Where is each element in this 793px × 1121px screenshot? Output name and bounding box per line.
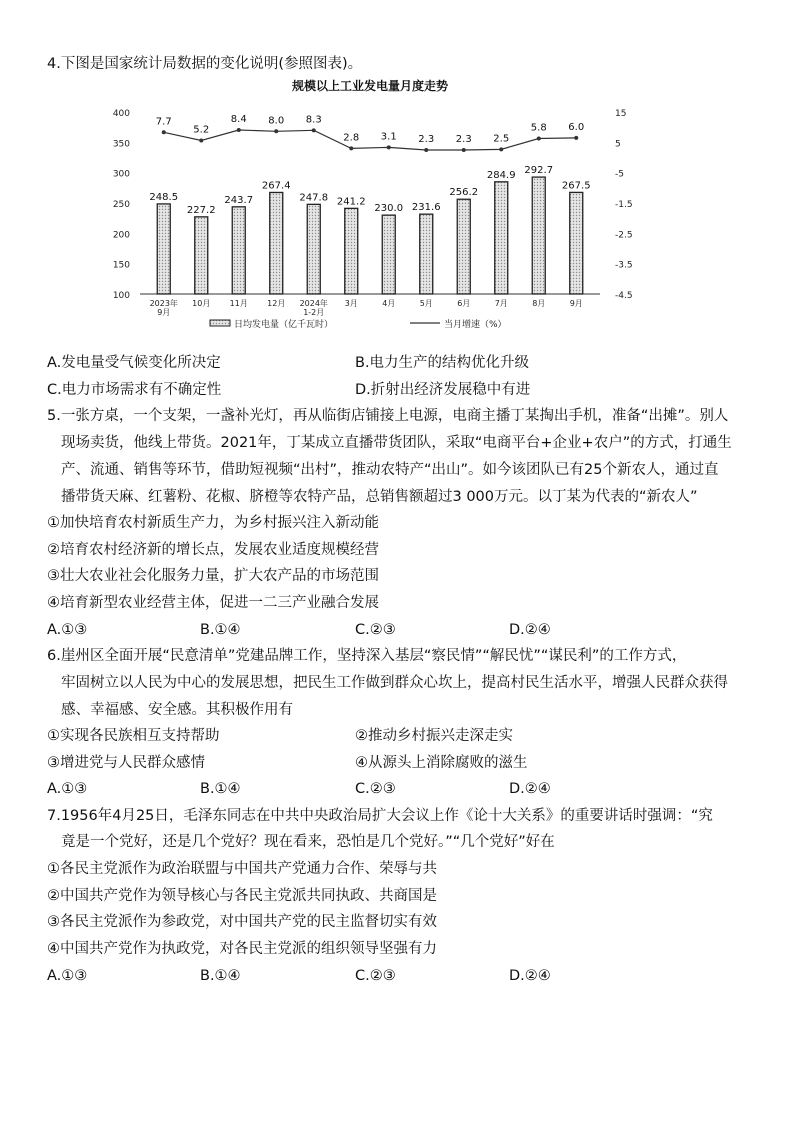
q6-option-a: A.①③ [47, 781, 88, 797]
q4-option-a: A.发电量受气候变化所决定 [47, 355, 221, 371]
q7-item: ②中国共产党作为领导核心与各民主党派共同执政、共商国是 [47, 888, 437, 904]
q6-option-c: C.②③ [355, 781, 396, 797]
bar-value-label: 247.8 [299, 192, 329, 204]
y-right-tick-label: -4.5 [615, 291, 633, 301]
q7-option-b: B.①④ [200, 968, 241, 984]
x-tick-label: 7月 [494, 299, 508, 308]
bar [157, 204, 170, 294]
bar-value-label: 230.0 [374, 203, 404, 215]
line-point [387, 145, 391, 149]
line-value-label: 8.4 [230, 114, 247, 125]
y-right-tick-label: 15 [615, 109, 627, 119]
growth-rate-line [164, 130, 577, 150]
line-point [312, 128, 316, 132]
x-tick-label: 2024年 [299, 299, 328, 308]
q5-stem-line: 播带货天麻、红薯粉、花椒、脐橙等农特产品，总销售额超过3 000万元。以丁某为代表的“新农人” [61, 489, 698, 505]
x-tick-label: 4月 [382, 299, 396, 308]
legend-bar-label: 日均发电量（亿千瓦时） [234, 320, 334, 330]
q7-option-a: A.①③ [47, 968, 88, 984]
x-tick-label: 2023年 [149, 299, 178, 308]
bar [382, 215, 395, 294]
q5-stem-line: 产、流通、销售等环节，借助短视频“出村”，推动农特产“出山”。如今该团队已有25个新农人，通过直 [61, 462, 719, 478]
bar [345, 208, 358, 294]
line-point [162, 130, 166, 134]
line-value-label: 8.0 [268, 115, 285, 127]
x-tick-label: 3月 [344, 299, 358, 308]
y-right-tick-label: 5 [615, 139, 621, 150]
q4-option-c: C.电力市场需求有不确定性 [47, 382, 222, 398]
line-point [274, 129, 278, 133]
y-left-tick-label: 150 [112, 260, 130, 271]
line-value-label: 6.0 [568, 121, 585, 133]
q5-option-b: B.①④ [200, 622, 241, 638]
bar-value-label: 284.9 [486, 169, 516, 181]
q6-option-d: D.②④ [509, 781, 551, 797]
q5-item: ②培育农村经济新的增长点，发展农业适度规模经营 [47, 542, 379, 558]
q5-stem-line: 5.一张方桌，一个支架，一盏补光灯，再从临街店铺接上电源，电商主播丁某掏出手机，准备“出摊”。别人 [47, 408, 729, 424]
q5-item: ③壮大农业社会化服务力量，扩大农产品的市场范围 [47, 568, 379, 584]
bar [307, 204, 320, 294]
line-value-label: 2.5 [493, 133, 510, 145]
bar [457, 199, 470, 294]
q6-item-4: ④从源头上消除腐败的滋生 [355, 755, 528, 771]
q4-option-b: B.电力生产的结构优化升级 [355, 355, 530, 371]
q6-item-3: ③增进党与人民群众感情 [47, 755, 205, 771]
bar [195, 217, 208, 294]
line-value-label: 3.1 [380, 131, 397, 143]
line-point [537, 137, 541, 141]
line-point [349, 146, 353, 150]
question-4-stem: 4.下图是国家统计局数据的变化说明(参照图表)。 [47, 56, 363, 72]
x-tick-label: 6月 [457, 299, 471, 308]
bar [532, 177, 545, 294]
line-value-label: 5.2 [193, 124, 210, 136]
q6-stem-line: 6.崖州区全面开展“民意清单”党建品牌工作，坚持深入基层“察民情”“解民忧”“谋民利”的工作方式， [47, 648, 687, 664]
line-point [462, 148, 466, 152]
legend-line-label: 当月增速（%） [444, 320, 507, 330]
line-point [424, 148, 428, 152]
x-tick-label: 12月 [267, 299, 286, 308]
bar-value-label: 267.5 [561, 180, 591, 192]
bar [570, 192, 583, 294]
bar-value-label: 241.2 [336, 196, 366, 208]
q7-option-c: C.②③ [355, 968, 396, 984]
bar-value-label: 256.2 [449, 187, 479, 199]
line-value-label: 5.8 [530, 122, 547, 134]
bar-value-label: 267.4 [261, 180, 291, 192]
bar [232, 207, 245, 294]
x-tick-label: 9月 [157, 308, 171, 317]
x-tick-label: 5月 [419, 299, 433, 308]
line-point [237, 128, 241, 132]
q7-stem-line: 竟是一个党好，还是几个党好？现在看来，恐怕是几个党好。”“几个党好”好在 [61, 834, 555, 850]
bar-value-label: 243.7 [224, 194, 254, 206]
q6-option-b: B.①④ [200, 781, 241, 797]
y-right-tick-label: -3.5 [615, 260, 633, 271]
q7-stem-line: 7.1956年4月25日，毛泽东同志在中共中央政治局扩大会议上作《论十大关系》的重要讲话时强调：“究 [47, 808, 713, 824]
q7-item: ①各民主党派作为政治联盟与中国共产党通力合作、荣辱与共 [47, 861, 437, 877]
q6-item-2: ②推动乡村振兴走深走实 [355, 728, 513, 744]
x-tick-label: 9月 [569, 299, 583, 308]
y-left-tick-label: 200 [112, 230, 130, 241]
line-value-label: 2.3 [455, 134, 472, 145]
x-tick-label: 10月 [192, 299, 211, 308]
q5-item: ①加快培育农村新质生产力，为乡村振兴注入新动能 [47, 515, 379, 531]
line-value-label: 8.3 [305, 114, 322, 126]
q7-item: ④中国共产党作为执政党，对各民主党派的组织领导坚强有力 [47, 941, 437, 957]
line-point [199, 138, 203, 142]
y-left-tick-label: 300 [112, 169, 130, 180]
y-left-tick-label: 400 [112, 109, 130, 119]
q5-option-d: D.②④ [509, 622, 551, 638]
q5-option-c: C.②③ [355, 622, 396, 638]
q4-option-d: D.折射出经济发展稳中有进 [355, 382, 531, 398]
x-tick-label: 11月 [229, 299, 248, 308]
y-right-tick-label: -1.5 [615, 200, 633, 210]
y-left-tick-label: 100 [112, 291, 130, 301]
y-right-tick-label: -5 [615, 169, 624, 180]
x-tick-label: 1-2月 [303, 308, 325, 317]
q7-option-d: D.②④ [509, 968, 551, 984]
q5-stem-line: 现场卖货，他线上带货。2021年，丁某成立直播带货团队，采取“电商平台+企业+农户”的方式，打通生 [61, 435, 732, 451]
legend-bar-swatch [210, 320, 230, 326]
x-tick-label: 8月 [532, 299, 546, 308]
bar [270, 192, 283, 294]
q5-option-a: A.①③ [47, 622, 88, 638]
line-value-label: 7.7 [155, 116, 172, 128]
y-left-tick-label: 350 [112, 139, 130, 150]
line-value-label: 2.8 [343, 132, 360, 144]
chart-svg [110, 76, 633, 336]
line-value-label: 2.3 [418, 134, 435, 145]
line-point [499, 147, 503, 151]
bar-value-label: 227.2 [186, 204, 216, 216]
q6-item-1: ①实现各民族相互支持帮助 [47, 728, 220, 744]
bar [420, 214, 433, 294]
q7-item: ③各民主党派作为参政党，对中国共产党的民主监督切实有效 [47, 914, 437, 930]
q6-stem-line: 牢固树立以人民为中心的发展思想，把民生工作做到群众心坎上，提高村民生活水平，增强人民群众获得 [61, 675, 728, 691]
y-left-tick-label: 250 [112, 200, 130, 210]
bar-value-label: 248.5 [149, 191, 179, 203]
line-point [574, 136, 578, 140]
q6-stem-line: 感、幸福感、安全感。其积极作用有 [61, 702, 293, 718]
q5-item: ④培育新型农业经营主体，促进一二三产业融合发展 [47, 595, 379, 611]
power-generation-chart [110, 76, 633, 336]
chart-title: 规模以上工业发电量月度走势 [291, 79, 449, 93]
bar-value-label: 292.7 [524, 165, 554, 177]
bar-value-label: 231.6 [411, 202, 441, 214]
y-right-tick-label: -2.5 [615, 230, 633, 241]
bar [495, 182, 508, 294]
